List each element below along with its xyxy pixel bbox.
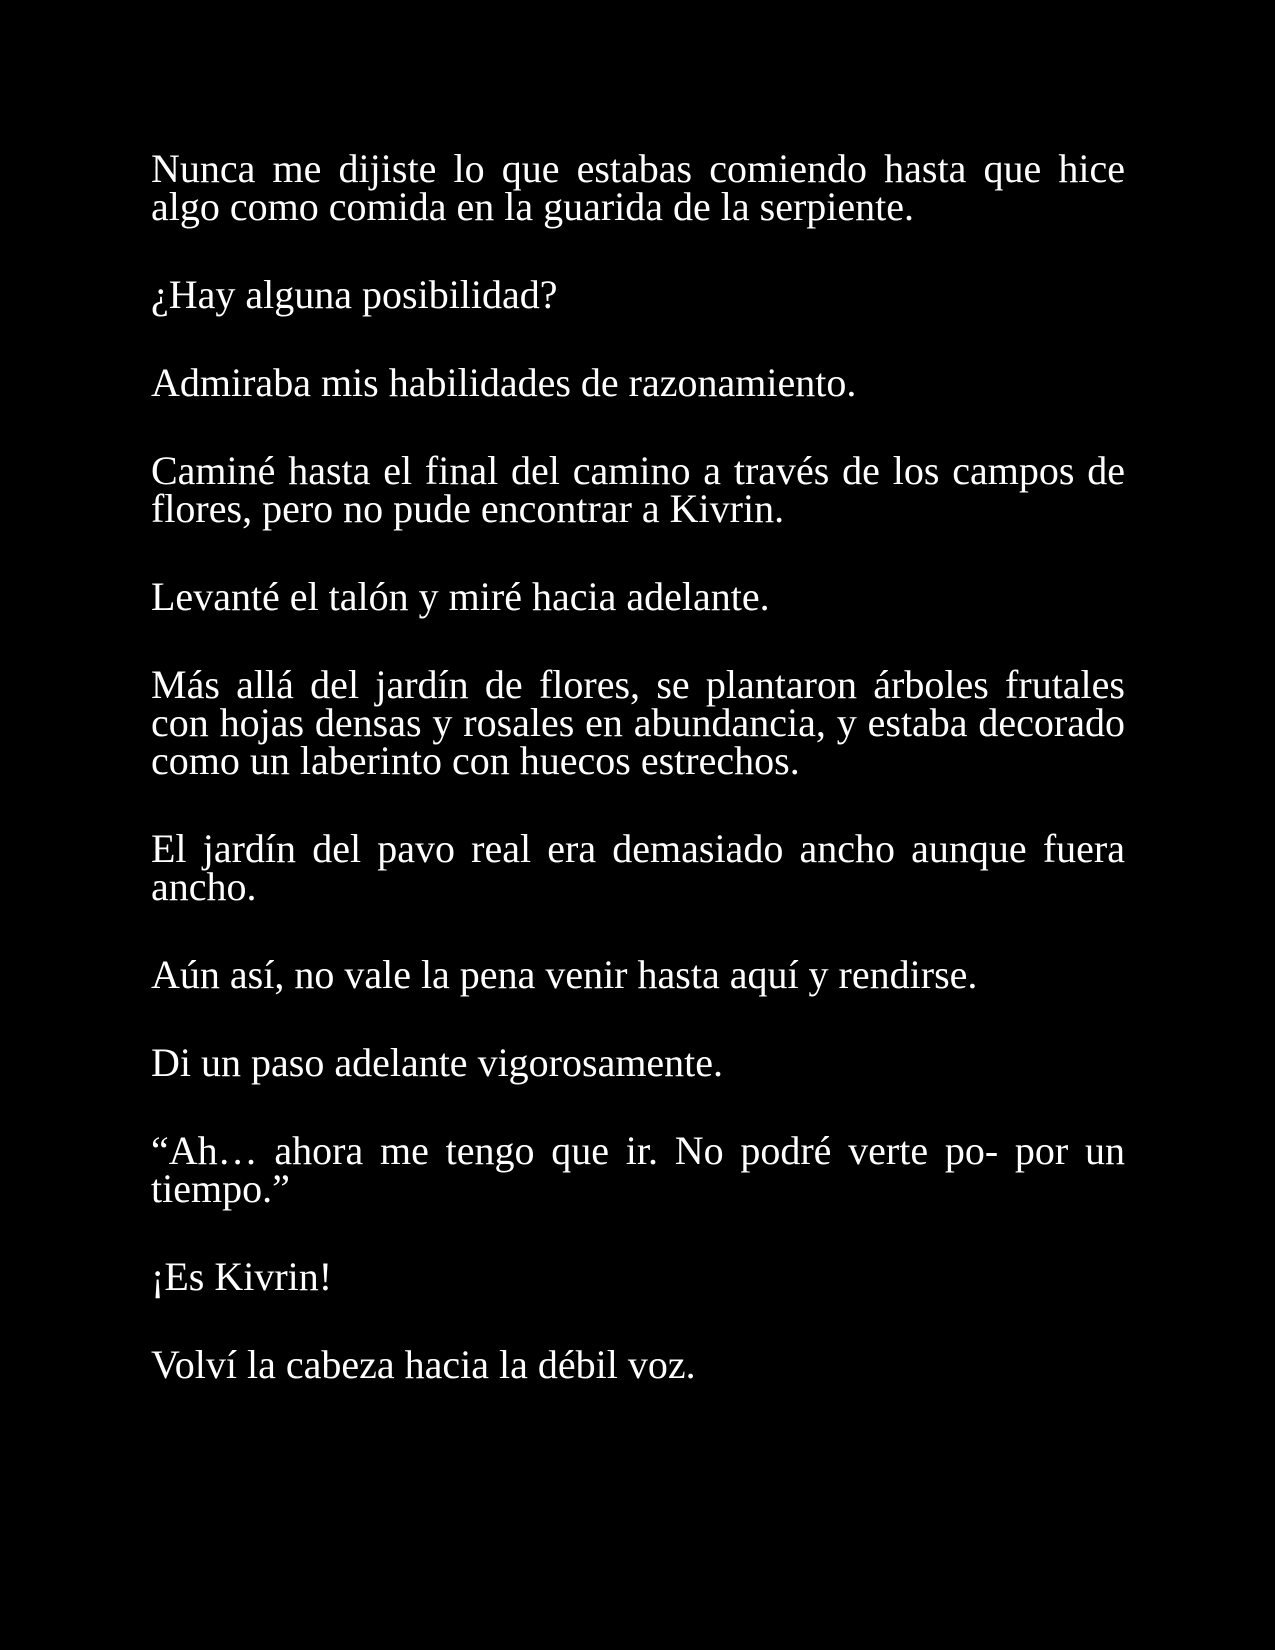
paragraph-11: ¡Es Kivrin! [151, 1254, 333, 1299]
paragraph-9: Di un paso adelante vigorosamente. [151, 1040, 724, 1085]
paragraph-2: ¿Hay alguna posibilidad? [151, 272, 558, 317]
paragraph-5: Levanté el talón y miré hacia adelante. [151, 574, 770, 619]
paragraph-12: Volví la cabeza hacia la débil voz. [151, 1342, 696, 1387]
paragraph-1: Nunca me dijiste lo que estabas comiendo hasta que hice algo como comida en la guarida de la serpiente. [151, 146, 1125, 229]
paragraph-10: “Ah… ahora me tengo que ir. No podré verte po- por un tiempo.” [151, 1128, 1125, 1211]
paragraph-3: Admiraba mis habilidades de razonamiento. [151, 360, 857, 405]
story-text [151, 146, 1125, 1434]
paragraph-6: Más allá del jardín de flores, se plantaron árboles frutales con hojas densas y rosales en abundancia, y estaba decorado como un laberinto con huecos estrechos. [151, 662, 1125, 783]
paragraph-8: Aún así, no vale la pena venir hasta aquí y rendirse. [151, 952, 978, 997]
paragraph-4: Caminé hasta el final del camino a través de los campos de flores, pero no pude encontrar a Kivrin. [151, 448, 1125, 531]
paragraph-7: El jardín del pavo real era demasiado ancho aunque fuera ancho. [151, 826, 1125, 909]
